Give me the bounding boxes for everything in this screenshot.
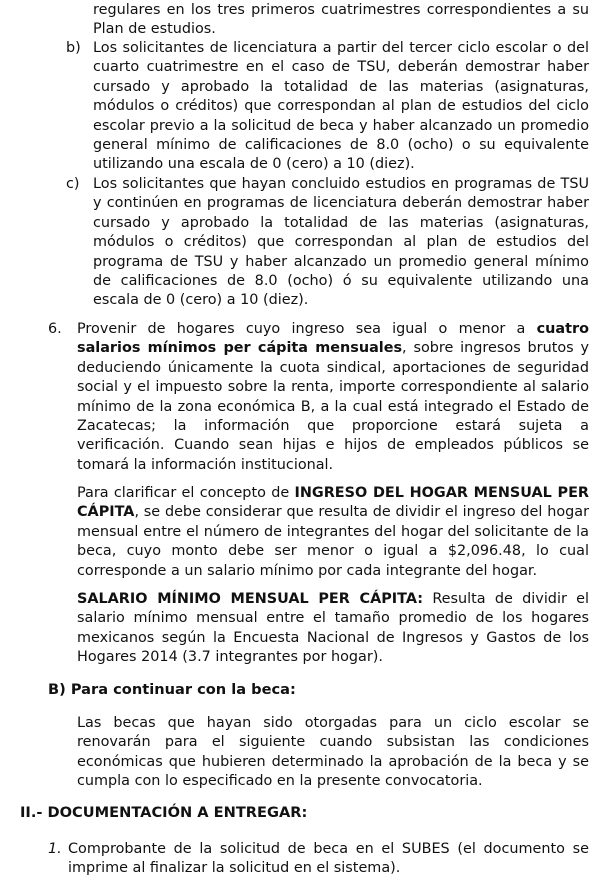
salario-paragraph xyxy=(77,590,589,668)
item-6-text-b: , sobre ingresos brutos y deduciendo únicamente la cuota sindical, aportaciones de seguridad social y el impuesto sobre la renta, importe correspondiente al salario mínimo de la zona económica B, a la cual está integrado el Estado de Zacatecas; la información que proporcione estará sujeta a verificación. Cuando sean hijas e hijos de empleados públicos se tomará la información institucional. xyxy=(77,340,589,473)
item-1-text: Comprobante de la solicitud de beca en el SUBES (el documento se imprime al finalizar la solicitud en el sistema). xyxy=(68,841,589,877)
ingreso-paragraph xyxy=(77,484,589,581)
ingreso-text-b: , se debe considerar que resulta de dividir el ingreso del hogar mensual entre el número de integrantes del hogar del solicitante de la beca, cuyo monto debe ser menor o igual a $2,096.48, lo cual corresponde a un salario mínimo por cada integrante del hogar. xyxy=(77,504,589,579)
item-c-marker: c) xyxy=(66,176,80,192)
item-b-marker: b) xyxy=(66,40,81,56)
ingreso-text-a: Para clarificar el concepto de xyxy=(77,485,295,501)
salario-text: Resulta de dividir el salario mínimo mensual entre el tamaño promedio de los hogares mexicanos según la Encuesta Nacional de Ingresos y Gastos de los Hogares 2014 (3.7 integrantes por hogar). xyxy=(77,591,589,666)
section-ii-heading: II.- DOCUMENTACIÓN A ENTREGAR: xyxy=(20,804,308,821)
item-1-marker: 1. xyxy=(48,841,62,857)
section-b-heading: B) Para continuar con la beca: xyxy=(48,681,296,698)
item-6-text-a: Provenir de hogares cuyo ingreso sea igual o menor a xyxy=(77,321,537,337)
salario-bold: SALARIO MÍNIMO MENSUAL PER CÁPITA: xyxy=(77,591,424,607)
item-6-marker: 6. xyxy=(48,321,62,337)
ingreso-bold: INGRESO DEL HOGAR MENSUAL PER CÁPITA xyxy=(77,485,589,521)
item-c-text: Los solicitantes que hayan concluido estudios en programas de TSU y continúen en programas de licenciatura deberán demostrar haber cursado y aprobado la totalidad de las materias (asignaturas, módulos o créditos) que correspondan al plan de estudios del programa de TSU y haber alcanzado un promedio general mínimo de calificaciones de 8.0 (ocho) ó su equivalente utilizando una escala de 0 (cero) a 10 (diez). xyxy=(93,176,589,309)
item-a-continuation: regulares en los tres primeros cuatrimestres correspondientes a su Plan de estudios. xyxy=(93,2,589,38)
item-6-text xyxy=(77,320,589,475)
item-b-text: Los solicitantes de licenciatura a partir del tercer ciclo escolar o del cuarto cuatrimestre en el caso de TSU, deberán demostrar haber cursado y aprobado la totalidad de las materias (asignaturas, módulos o créditos) que correspondan al plan de estudios del ciclo escolar previo a la solicitud de beca y haber alcanzado un promedio general mínimo de calificaciones de 8.0 (ocho) o su equivalente utilizando una escala de 0 (cero) a 10 (diez). xyxy=(93,40,589,173)
continuar-paragraph: Las becas que hayan sido otorgadas para un ciclo escolar se renovarán para el siguiente cuando subsistan las condiciones económicas que hubieren determinado la aprobación de la beca y se cumpla con lo especificado en la presente convocatoria. xyxy=(77,715,589,790)
item-6-bold: cuatro salarios mínimos per cápita mensuales xyxy=(77,321,589,357)
